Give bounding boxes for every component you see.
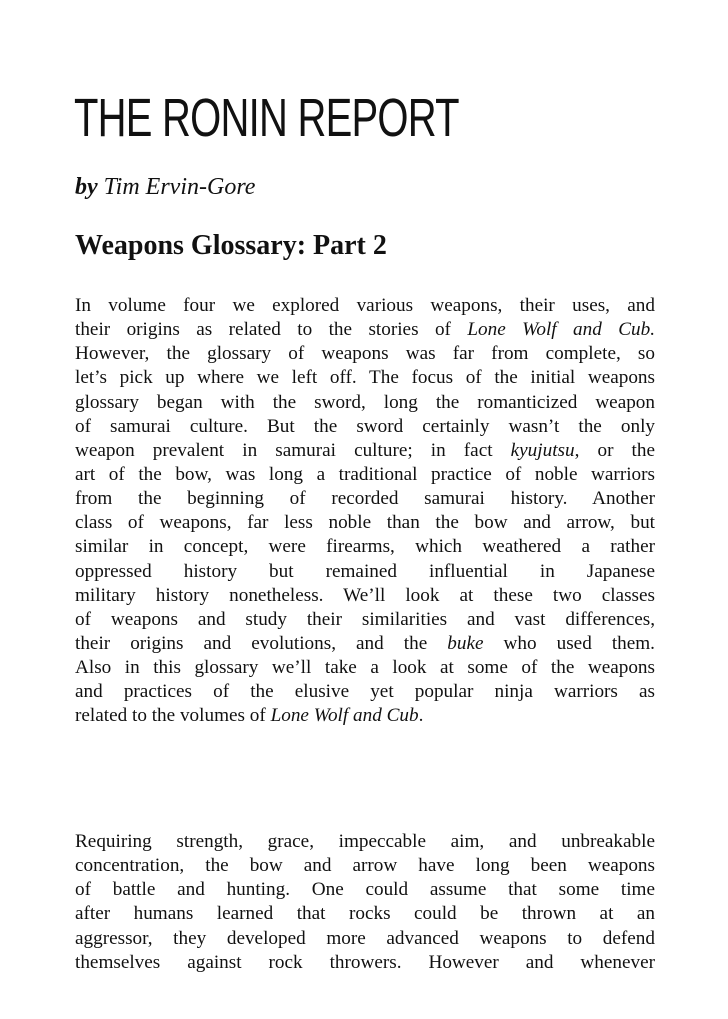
text-line: weapon prevalent in samurai culture; in fact kyujutsu, or the (75, 439, 655, 461)
text-line: military history nonetheless. We’ll look at these two classes (75, 584, 655, 606)
text-line: from the beginning of recorded samurai history. Another (75, 488, 655, 510)
text-line: of weapons and study their similarities and vast differences, (75, 608, 655, 630)
byline-author: Tim Ervin-Gore (103, 174, 256, 200)
text-line: aggressor, they developed more advanced weapons to defend (75, 927, 655, 949)
text-line: oppressed history but remained influential in Japanese (75, 560, 655, 582)
text-line: their origins as related to the stories of Lone Wolf and Cub. (75, 319, 655, 341)
book-title: Lone Wolf and Cub (270, 705, 419, 727)
text-line: their origins and evolutions, and the buke who used them. (75, 632, 655, 654)
text-line: of samurai culture. But the sword certainly wasn’t the only (75, 415, 655, 437)
report-title: THE RONIN REPORT (74, 88, 459, 148)
byline (75, 172, 255, 202)
text-line: class of weapons, far less noble than the bow and arrow, but (75, 512, 655, 534)
text-line: Requiring strength, grace, impeccable aim, and unbreakable (75, 831, 655, 852)
text-line: similar in concept, were firearms, which weathered a rather (75, 536, 655, 558)
text-line: themselves against rock throwers. However and whenever (75, 951, 655, 973)
byline-prefix: by (75, 174, 98, 200)
text-line: glossary began with the sword, long the romanticized weapon (75, 391, 655, 413)
text-line: However, the glossary of weapons was far from complete, so (75, 343, 655, 365)
text-line: after humans learned that rocks could be thrown at an (75, 903, 655, 925)
book-title: Lone Wolf and Cub. (467, 319, 655, 341)
term-kyujutsu: kyujutsu (510, 439, 575, 461)
text-line: concentration, the bow and arrow have long been weapons (75, 855, 655, 877)
text-line: art of the bow, was long a traditional practice of noble warriors (75, 463, 655, 485)
text-line: Also in this glossary we’ll take a look at some of the weapons (75, 657, 655, 679)
bow-paragraph (75, 830, 655, 975)
intro-paragraph (75, 294, 655, 729)
text-line: of battle and hunting. One could assume that some time (75, 879, 655, 901)
text-line: In volume four we explored various weapons, their uses, and (75, 295, 655, 316)
section-heading: Weapons Glossary: Part 2 (75, 230, 387, 261)
text-line: and practices of the elusive yet popular ninja warriors as (75, 681, 655, 703)
text-line: let’s pick up where we left off. The focus of the initial weapons (75, 367, 655, 389)
text-line: related to the volumes of Lone Wolf and Cub. (75, 705, 424, 727)
term-buke: buke (447, 632, 484, 654)
